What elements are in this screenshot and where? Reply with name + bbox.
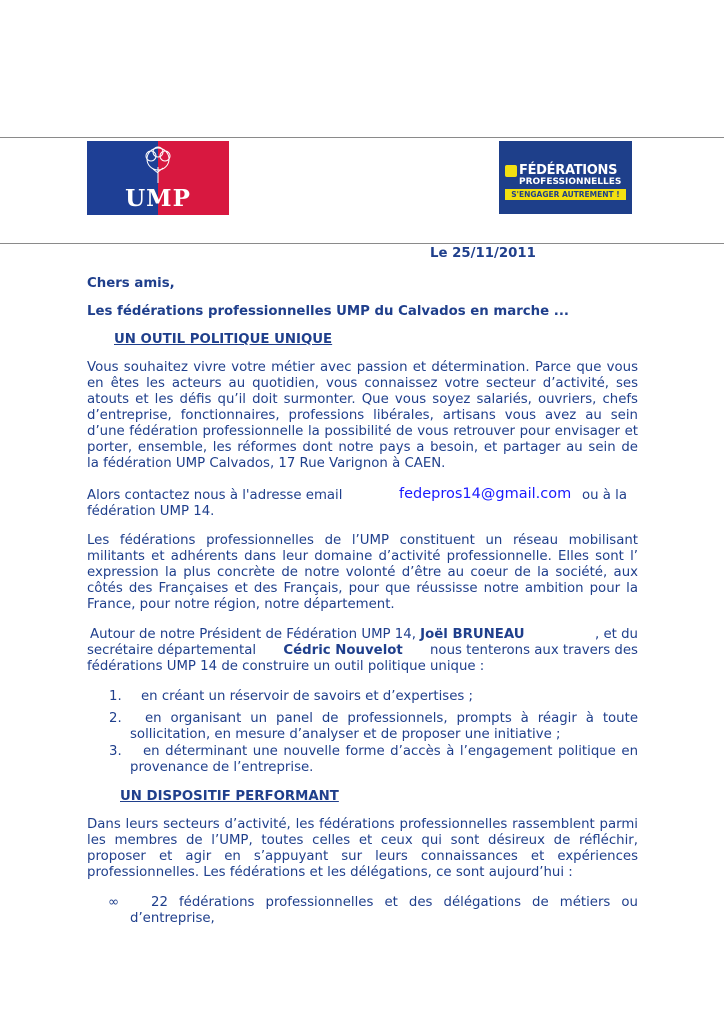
fed-logo-title: FÉDÉRATIONS <box>519 163 618 178</box>
contact-text-end: ou à la <box>582 488 628 503</box>
paragraph-line: militants et adhérents dans leur domaine d’activité professionnelle. Elles sont l’ <box>87 549 638 564</box>
list-item-text: sollicitation, en mesure d’analyser et de proposer une initiative ; <box>130 727 561 742</box>
list-item-number: 3. <box>109 744 122 759</box>
paragraph-line: Vous souhaitez vivre votre métier avec passion et détermination. Parce que vous <box>87 360 638 375</box>
top-rule <box>0 137 724 138</box>
paragraph-intro <box>87 360 638 472</box>
paragraph-line: Dans leurs secteurs d’activité, les fédérations professionnelles rassemblent parmi <box>87 817 638 832</box>
list-item <box>130 711 638 743</box>
contact-text: Alors contactez nous à l'adresse email <box>87 488 343 503</box>
paragraph-dispositif <box>87 817 638 881</box>
bullet-item-text: d’entreprise, <box>130 911 215 926</box>
secretary-text-end: nous tenterons aux travers des <box>430 643 638 658</box>
president-name: Joël BRUNEAU <box>420 627 525 642</box>
paragraph-line: côtés des Françaises et des Français, pour que réussisse notre ambition pour la <box>87 581 638 596</box>
paragraph-line: les membres de l’UMP, toutes celles et ceux qui sont désireux de réfléchir, <box>87 833 638 848</box>
paragraph-line: Les fédérations professionnelles de l’UMP constituent un réseau mobilisant <box>87 533 638 548</box>
paragraph-federations <box>87 533 638 613</box>
federations-logo <box>499 141 632 214</box>
section-title-outil: UN OUTIL POLITIQUE UNIQUE <box>114 332 333 347</box>
paragraph-line: France, pour notre région, notre département. <box>87 597 395 612</box>
letter-date: Le 25/11/2011 <box>430 246 536 261</box>
paragraph-line: d’entreprise, fonctionnaires, professions libérales, artisans vous avez au sein <box>87 408 638 423</box>
contact-text-line2: fédération UMP 14. <box>87 504 215 519</box>
fed-tree-icon <box>505 165 517 177</box>
list-item-text: provenance de l’entreprise. <box>130 760 314 775</box>
list-item <box>130 744 638 776</box>
bullet-item-text: 22 fédérations professionnelles et des délégations de métiers ou <box>151 895 638 910</box>
paragraph-president <box>87 627 638 675</box>
paragraph-line: la fédération UMP Calvados, 17 Rue Varignon à CAEN. <box>87 456 446 471</box>
paragraph-line: atouts et les défis qu’il doit surmonter. Que vous soyez salariés, ouvriers, chefs <box>87 392 638 407</box>
fed-logo-slogan: S'ENGAGER AUTREMENT ! <box>505 189 626 200</box>
greeting: Chers amis, <box>87 276 175 291</box>
secretary-name: Cédric Nouvelot <box>283 643 403 658</box>
ump-logo <box>87 141 229 215</box>
list-item-text: en organisant un panel de professionnels, prompts à réagir à toute <box>145 711 638 726</box>
tree-icon <box>139 145 177 185</box>
paragraph-line: en êtes les acteurs au quotidien, vous connaissez votre secteur d’activité, ses <box>87 376 638 391</box>
paragraph-line: professionnelles. Les fédérations et les délégations, ce sont aujourd’hui : <box>87 865 573 880</box>
ump-logo-text: UMP <box>125 185 191 212</box>
paragraph-line: fédérations UMP 14 de construire un outil politique unique : <box>87 659 485 674</box>
bullet-item <box>130 895 638 927</box>
paragraph-line: proposer et agir en s’appuyant sur leurs connaissances et expériences <box>87 849 638 864</box>
section-title-dispositif: UN DISPOSITIF PERFORMANT <box>120 789 339 804</box>
paragraph-line <box>87 643 638 659</box>
fed-logo-subtitle: PROFESSIONNELLES <box>519 177 622 187</box>
bullet-icon: ∞ <box>108 895 120 910</box>
paragraph-line: d’une fédération professionnelle la possibilité de vous retrouver pour envisager et <box>87 424 638 439</box>
paragraph-line <box>90 627 638 643</box>
list-item-text: en créant un réservoir de savoirs et d’expertises ; <box>141 689 474 704</box>
secretary-text: secrétaire départemental <box>87 643 257 658</box>
header-rule <box>0 243 724 244</box>
letter-subject: Les fédérations professionnelles UMP du Calvados en marche ... <box>87 304 569 319</box>
president-text: Autour de notre Président de Fédération UMP 14, <box>90 627 416 642</box>
list-item-number: 1. <box>109 689 122 704</box>
list-item-text: en déterminant une nouvelle forme d’accès à l’engagement politique en <box>143 744 638 759</box>
president-text-end: , et du <box>595 627 638 642</box>
paragraph-line: expression la plus concrète de notre volonté d’être au coeur de la société, aux <box>87 565 638 580</box>
email-link[interactable]: fedepros14@gmail.com <box>399 486 572 502</box>
list-item-number: 2. <box>109 711 122 726</box>
paragraph-line: porter, ensemble, les réformes dont notre pays a besoin, et partager au sein de <box>87 440 638 455</box>
